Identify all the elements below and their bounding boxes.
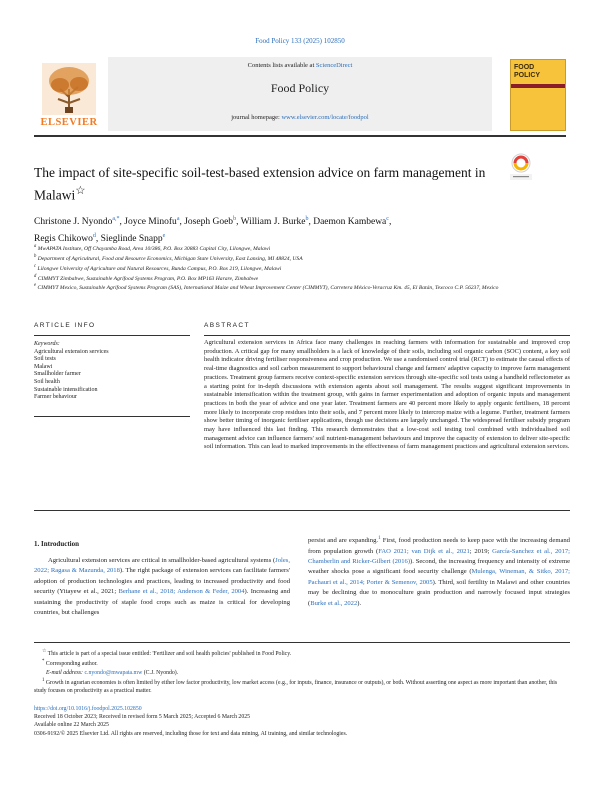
sciencedirect-link[interactable]: ScienceDirect	[315, 62, 353, 69]
author-name[interactable]: William J. Burke	[240, 217, 306, 228]
body-column-right	[308, 533, 570, 609]
article-history	[34, 705, 570, 738]
footnote: ☆ This article is part of a special issue entitled: 'Fertilizer and soil health policies' published in Food Policy.	[42, 649, 292, 657]
keywords-rule	[34, 416, 190, 417]
copyright: 0306-9192/© 2025 Elsevier Ltd. All rights are reserved, including those for text and data mining, AI training, and similar technologies.	[34, 730, 348, 737]
author-name[interactable]: Regis Chikowo	[34, 234, 93, 245]
header-rule	[34, 135, 566, 137]
abstract-text: Agricultural extension services in Africa face many challenges in reaching farmers with information for sustainable and improved crop production. A critical gap for many smallholders is a lack of knowledge of their soils, including soil organic carbon (SOC) content, a key soil health indicator driving fertiliser responsiveness and crop production. We use a randomised control trial (RCT) to estimate the causal effects of real-time diagnostics and soil carbon measurement to support behavioural change and farmers' adaptive capacity to improve farm management practices. Treatment group farmers receive context-specific extension services through site-specific soil tests using a handheld reflectometer as a starting point for in-depth discussions with extension agents about soil management. The results suggest significant improvements in sustainable intensification within the treatment group, with gains in farmer experimentation and adoption of organic inputs and management practices in both the year of advice and one year later. Treatment farmers are 40 percent more likely to apply organic fertilisers, 18 percent more likely to incorporate crop residues into their soils, and 7 percent more likely to intercrop maize with a legume. Further, treatment farmers show better timing of inorganic fertiliser applications, though use decisions are largely unchanged. The widespread fertiliser subsidy program may have influenced this last finding. This research demonstrates that a low-cost soil testing tool combined with individualised soil management advice can influence farmers' soil nutrient-management behaviours and improve the capacity of extension to deliver site-specific soil information. This can lead to marked improvements in the effectiveness of farm management practices and agricultural extension services.	[204, 339, 570, 451]
journal-homepage-link[interactable]: www.elsevier.com/locate/foodpol	[281, 114, 369, 121]
citation-link[interactable]: García-Sanchez et al., 2017; Chamberlin and Ricker-Gilbert (2016)	[308, 547, 571, 565]
keyword: Sustainable intensification	[34, 386, 98, 393]
abstract-heading: ABSTRACT	[204, 322, 250, 329]
keywords-label: Keywords:	[34, 341, 60, 347]
doi-link[interactable]: https://doi.org/10.1016/j.foodpol.2025.102850	[34, 706, 142, 712]
footnote-rule	[34, 642, 570, 643]
paragraph: Agricultural extension services are critical in smallholder-based agricultural systems (Joles, 2022; Ragasa & Mazunda, 2018). The right package of extension services can facilitate farmers' adoption of production technologies and practices, leading to increased productivity and food security (Yitayew et al., 2021; Berhane et al., 2018; Anderson & Feder, 2004). Increasing and sustaining the productivity of staple food crops such as maize is critical for developing countries, but challenges	[34, 557, 290, 617]
article-info-rule	[34, 335, 190, 336]
author-affil-sup[interactable]: e	[162, 233, 166, 240]
author-affil-sup[interactable]: a,*	[112, 216, 120, 222]
journal-title: Food Policy	[270, 81, 330, 95]
homepage-prefix: journal homepage:	[231, 114, 282, 121]
keyword: Soil health	[34, 378, 60, 385]
cover-title	[514, 64, 540, 80]
citation-link[interactable]: Burke et al., 2022	[310, 599, 358, 607]
article-info-heading: ARTICLE INFO	[34, 322, 96, 329]
contents-prefix: Contents lists available at	[247, 62, 316, 69]
author-affil-sup[interactable]: a	[176, 216, 180, 222]
author-affil-sup[interactable]: c	[386, 216, 389, 222]
citation-link[interactable]: Berhane et al., 2018; Anderson & Feder, 2004	[118, 588, 245, 596]
cover-title-line2: POLICY	[514, 72, 541, 79]
keywords-block	[34, 341, 190, 402]
keyword: Soil tests	[34, 356, 56, 363]
keyword: Malawi	[34, 363, 53, 370]
footnote: E-mail address: c.nyondo@mwapata.mw (C.J. Nyondo).	[46, 669, 179, 676]
check-for-updates-badge[interactable]	[507, 152, 535, 182]
author-name[interactable]: Joyce Minofu	[124, 217, 177, 228]
footnote-link[interactable]: 1	[378, 535, 381, 541]
affiliation: $^b$ Department of Agricultural, Food and Resource Economics, Michigan State University, East Lansing, MI 48824, USA	[34, 253, 303, 262]
footnote: * Corresponding author.	[42, 659, 98, 668]
author-list: Christone J. Nyondo$^{a,*}$, Joyce Minofu$^a$, Joseph Goeb$^b$, William J. Burke$^b$, Daemon Kambewa$^c$, Regis Chikowo$^d$, Sieglinde Snapp$^e$	[34, 216, 392, 245]
keyword: Farmer behaviour	[34, 394, 77, 401]
footnotes	[34, 648, 570, 696]
author-name[interactable]: Joseph Goeb	[184, 217, 234, 228]
received-dates: Received 18 October 2023; Received in revised form 5 March 2025; Accepted 6 March 2025	[34, 714, 251, 721]
author-affil-sup[interactable]: d	[92, 233, 96, 240]
cover-stripe	[511, 84, 565, 88]
affiliation: $^a$ MwAPATA Institute, Off Chayamba Road, Area 10/386, P.O. Box 30883 Capital City, Lilongwe, Malawi	[34, 244, 271, 252]
journal-header	[34, 57, 566, 137]
available-online: Available online 22 March 2025	[34, 722, 109, 729]
publisher-wordmark: ELSEVIER	[40, 117, 98, 128]
email-link[interactable]: c.nyondo@mwapata.mw	[84, 669, 143, 676]
affiliation: $^e$ CIMMYT Mexico, Sustainable Agrifood Systems Program (SAS), International Maize and Wheat Improvement Center (CIMMYT), Carretera México-Veracruz Km. 45, El Batán, Texcoco C.P. 56237, Mexico	[34, 283, 499, 292]
author-affil-sup[interactable]: b	[305, 216, 309, 222]
citation-link[interactable]: Mulenga, Wineman, & Sitko, 2017; Pachauri et al., 2014; Porter & Semenov, 2005	[308, 568, 570, 586]
contents-available-line	[108, 62, 492, 69]
journal-reference[interactable]: Food Policy 133 (2025) 102850	[255, 37, 345, 45]
keyword: Smallholder farmer	[34, 371, 81, 378]
abstract-end-rule	[34, 510, 570, 511]
author-name[interactable]: Christone J. Nyondo	[34, 217, 113, 228]
paragraph: persist and are expanding.$^1$ First, food production needs to keep pace with the increasing demand from population growth (FAO 2021; van Dijk et al., 2021; 2019; García-Sanchez et al., 2017; Chamberlin and Ricker-Gilbert (2016)). Second, the increasing frequency and intensity of extreme weather shocks pose a significant food security challenge (Mulenga, Wineman, & Sitko, 2017; Pachauri et al., 2014; Porter & Semenov, 2005). Third, soil fertility in Malawi and other countries may be declining due to monoculture grain production and narrowly focused input strategies (Burke et al., 2022).	[308, 535, 571, 607]
introduction-heading: 1. Introduction	[34, 540, 79, 548]
affiliation: $^c$ Lilongwe University of Agriculture and Natural Resources, Bunda Campus, P.O. Box 219, Lilongwe, Malawi	[34, 263, 282, 272]
journal-cover-thumbnail[interactable]	[510, 59, 566, 131]
author-name[interactable]: Daemon Kambewa	[313, 217, 387, 228]
article-title-text: The impact of site-specific soil-test-based extension advice on farm management in Malawi	[34, 165, 486, 203]
author-name[interactable]: Sieglinde Snapp	[100, 234, 163, 245]
journal-homepage-line	[108, 114, 492, 121]
author-affil-sup[interactable]: b	[233, 216, 237, 222]
citation-link[interactable]: FAO 2021; van Dijk et al., 2021	[378, 547, 470, 555]
article-title	[34, 164, 494, 205]
keyword: Agricultural extension services	[34, 348, 109, 355]
affiliations	[34, 243, 574, 292]
citation-link[interactable]: Joles, 2022; Ragasa & Mazunda, 2018	[34, 557, 290, 575]
abstract-rule	[204, 335, 570, 336]
body-column-left	[34, 556, 290, 618]
title-footnote-star[interactable]: ☆	[75, 185, 86, 197]
affiliation: $^d$ CIMMYT Zimbabwe, Sustainable Agrifood Systems Program, P.O. Box MP163 Harare, Zimbabwe	[34, 273, 259, 282]
cover-title-line1: FOOD	[514, 64, 535, 71]
footnote: $^1$ Growth in agrarian economies is often limited by either low factor productivity, low market access (e.g., for inputs, finance, insurance or outputs), or both. Without asserting one aspect as more important than another, this study focuses on productivity as a practical matter.	[34, 678, 558, 695]
